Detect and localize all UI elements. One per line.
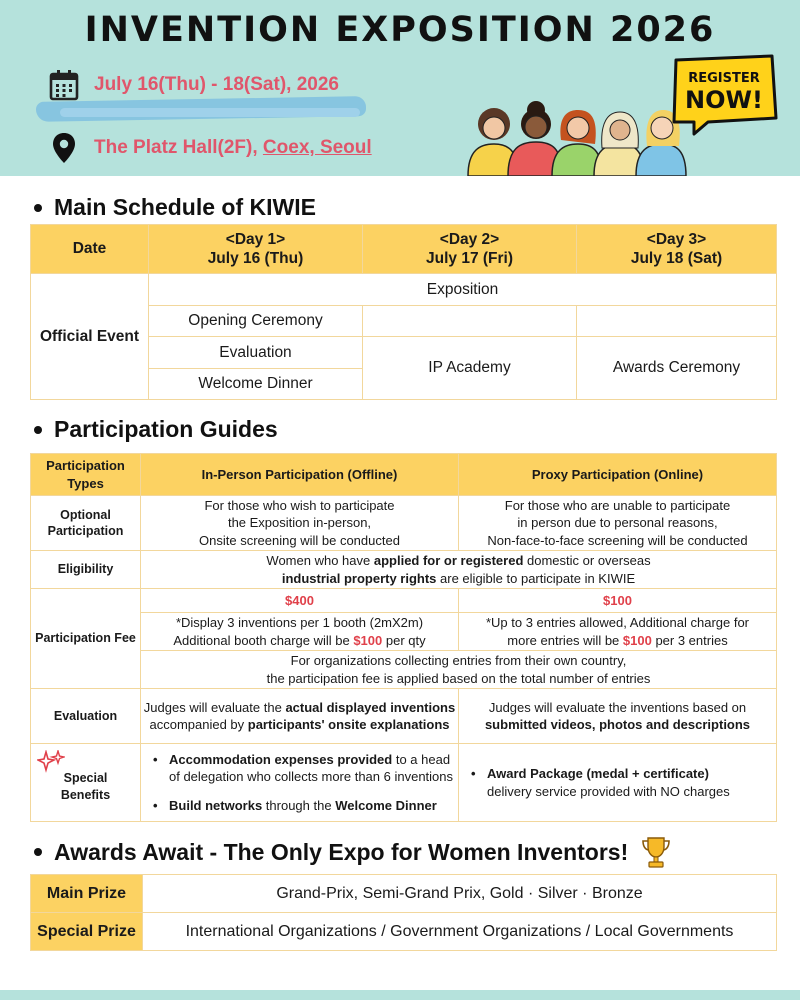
bullet-icon	[34, 848, 42, 856]
text-span: to a head	[392, 751, 451, 767]
brush-highlight-inner	[60, 108, 360, 117]
event-venue-row	[48, 131, 372, 165]
text-line: *Display 3 inventions per 1 booth (2mX2m)	[175, 615, 424, 631]
schedule-col-date: Date	[31, 225, 149, 274]
schedule-table	[30, 224, 777, 400]
eligibility-label: Eligibility	[31, 551, 141, 589]
women-illustration	[460, 88, 690, 176]
sparkle-stars-icon	[37, 750, 65, 774]
organization-fee-note	[141, 651, 777, 689]
text-span: are eligible to participate in KIWIE	[436, 570, 636, 586]
text-span: Welcome Dinner	[335, 798, 437, 814]
bullet-icon	[34, 426, 42, 434]
event-date-row	[48, 68, 339, 102]
welcome-dinner-cell: Welcome Dinner	[149, 369, 363, 400]
text-span: $100	[353, 632, 383, 648]
evaluation-offline-cell	[141, 689, 459, 744]
schedule-col-day3	[577, 225, 777, 274]
guides-heading	[34, 416, 278, 443]
optional-participation-label: Optional Participation	[31, 496, 141, 551]
register-now-badge[interactable]	[668, 52, 780, 136]
awards-table	[30, 874, 777, 951]
register-badge-line1: REGISTER	[688, 71, 760, 86]
awards-heading	[34, 835, 672, 869]
text-span: Accommodation expenses provided	[169, 751, 393, 767]
text-span: Women who have	[266, 553, 374, 569]
evaluation-cell: Evaluation	[149, 337, 363, 369]
guides-col-offline: In-Person Participation (Offline)	[141, 454, 459, 496]
text-line: For organizations collecting entries from their own country,	[290, 653, 627, 669]
day2-label: <Day 2>	[439, 230, 500, 248]
text-span: through the	[262, 798, 336, 814]
text-span: actual displayed inventions	[285, 699, 456, 715]
text-span: industrial property rights	[281, 570, 437, 586]
benefits-offline-cell	[141, 744, 459, 822]
official-event-label: Official Event	[31, 274, 149, 400]
schedule-col-day1	[149, 225, 363, 274]
bullet-icon: •	[153, 798, 158, 814]
benefits-online-cell	[459, 744, 777, 822]
day1-date: July 16 (Thu)	[207, 250, 304, 267]
guides-heading-text: Participation Guides	[54, 416, 278, 442]
location-pin-icon	[48, 131, 80, 165]
bullet-icon: •	[153, 751, 158, 767]
day1-label: <Day 1>	[225, 230, 286, 248]
text-line: in person due to personal reasons,	[517, 515, 718, 531]
offline-fee-detail	[141, 613, 459, 651]
offline-price: $400	[141, 589, 459, 613]
text-span: per 3 entries	[651, 632, 728, 648]
main-prize-value: Grand-Prix, Semi-Grand Prix, Gold · Silver · Bronze	[143, 875, 777, 913]
online-price: $100	[459, 589, 777, 613]
special-prize-label: Special Prize	[31, 913, 143, 951]
text-span: applied for or registered	[373, 553, 524, 569]
text-span: $100	[622, 632, 652, 648]
day3-label: <Day 3>	[646, 230, 707, 248]
text-span: of delegation who collects more than 6 inventions	[169, 768, 454, 784]
exposition-cell: Exposition	[149, 274, 777, 306]
optional-online-cell	[459, 496, 777, 551]
list-item	[153, 751, 458, 785]
text-span: more entries will be	[507, 632, 623, 648]
optional-offline-cell	[141, 496, 459, 551]
text-span: participants' onsite explanations	[247, 717, 450, 732]
text-line: submitted videos, photos and descriptions	[484, 717, 751, 732]
text-span: Additional booth charge will be	[173, 632, 354, 648]
main-prize-label: Main Prize	[31, 875, 143, 913]
ip-academy-cell: IP Academy	[363, 337, 577, 400]
awards-ceremony-cell: Awards Ceremony	[577, 337, 777, 400]
text-line: Judges will evaluate the inventions based on	[488, 699, 747, 715]
empty-cell	[363, 306, 577, 337]
list-item	[153, 797, 458, 814]
participation-fee-label: Participation Fee	[31, 589, 141, 689]
calendar-icon	[48, 68, 80, 102]
text-span: delivery service provided with NO charges	[487, 783, 730, 799]
text-line: Non-face-to-face screening will be conducted	[487, 532, 748, 548]
day2-date: July 17 (Fri)	[426, 250, 513, 267]
bullet-icon: •	[471, 766, 476, 782]
venue-name: The Platz Hall(2F),	[94, 137, 258, 158]
schedule-heading-text: Main Schedule of KIWIE	[54, 194, 316, 220]
opening-ceremony-cell: Opening Ceremony	[149, 306, 363, 337]
empty-cell	[577, 306, 777, 337]
special-benefits-label	[31, 744, 141, 822]
evaluation-label: Evaluation	[31, 689, 141, 744]
schedule-col-day2	[363, 225, 577, 274]
guides-col-types: Participation Types	[31, 454, 141, 496]
list-item	[471, 765, 776, 799]
bullet-icon	[34, 204, 42, 212]
text-line: *Up to 3 entries allowed, Additional charge for	[485, 615, 750, 631]
day3-date: July 18 (Sat)	[630, 250, 723, 267]
text-line: For those who wish to participate	[204, 498, 395, 514]
trophy-icon	[640, 835, 672, 869]
event-date: July 16(Thu) - 18(Sat), 2026	[94, 74, 339, 95]
online-fee-detail	[459, 613, 777, 651]
awards-heading-text: Awards Await - The Only Expo for Women Inventors!	[54, 838, 629, 865]
text-line: Special	[63, 771, 108, 785]
guides-table	[30, 453, 777, 822]
guides-col-online: Proxy Participation (Online)	[459, 454, 777, 496]
venue-link[interactable]: Coex, Seoul	[262, 137, 372, 158]
text-span: Award Package (medal + certificate)	[487, 766, 709, 782]
text-line: the Exposition in-person,	[227, 515, 372, 531]
register-badge-line2: NOW!	[685, 86, 763, 114]
text-line: the participation fee is applied based on the total number of entries	[266, 670, 651, 686]
text-span: per qty	[382, 632, 426, 648]
text-span: Build networks	[169, 798, 263, 814]
eligibility-cell	[141, 551, 777, 589]
text-span: Judges will evaluate the	[143, 699, 286, 715]
footer-bar	[0, 990, 800, 1000]
text-line: For those who are unable to participate	[504, 498, 731, 514]
text-line: Benefits	[60, 787, 111, 802]
text-line: Onsite screening will be conducted	[199, 532, 400, 548]
header-banner	[0, 0, 800, 176]
schedule-heading	[34, 194, 316, 221]
special-prize-value: International Organizations / Government Organizations / Local Governments	[143, 913, 777, 951]
text-span: domestic or overseas	[523, 553, 651, 569]
evaluation-online-cell	[459, 689, 777, 744]
text-span: accompanied by	[149, 717, 248, 732]
page-title: INVENTION EXPOSITION 2026	[84, 10, 716, 50]
